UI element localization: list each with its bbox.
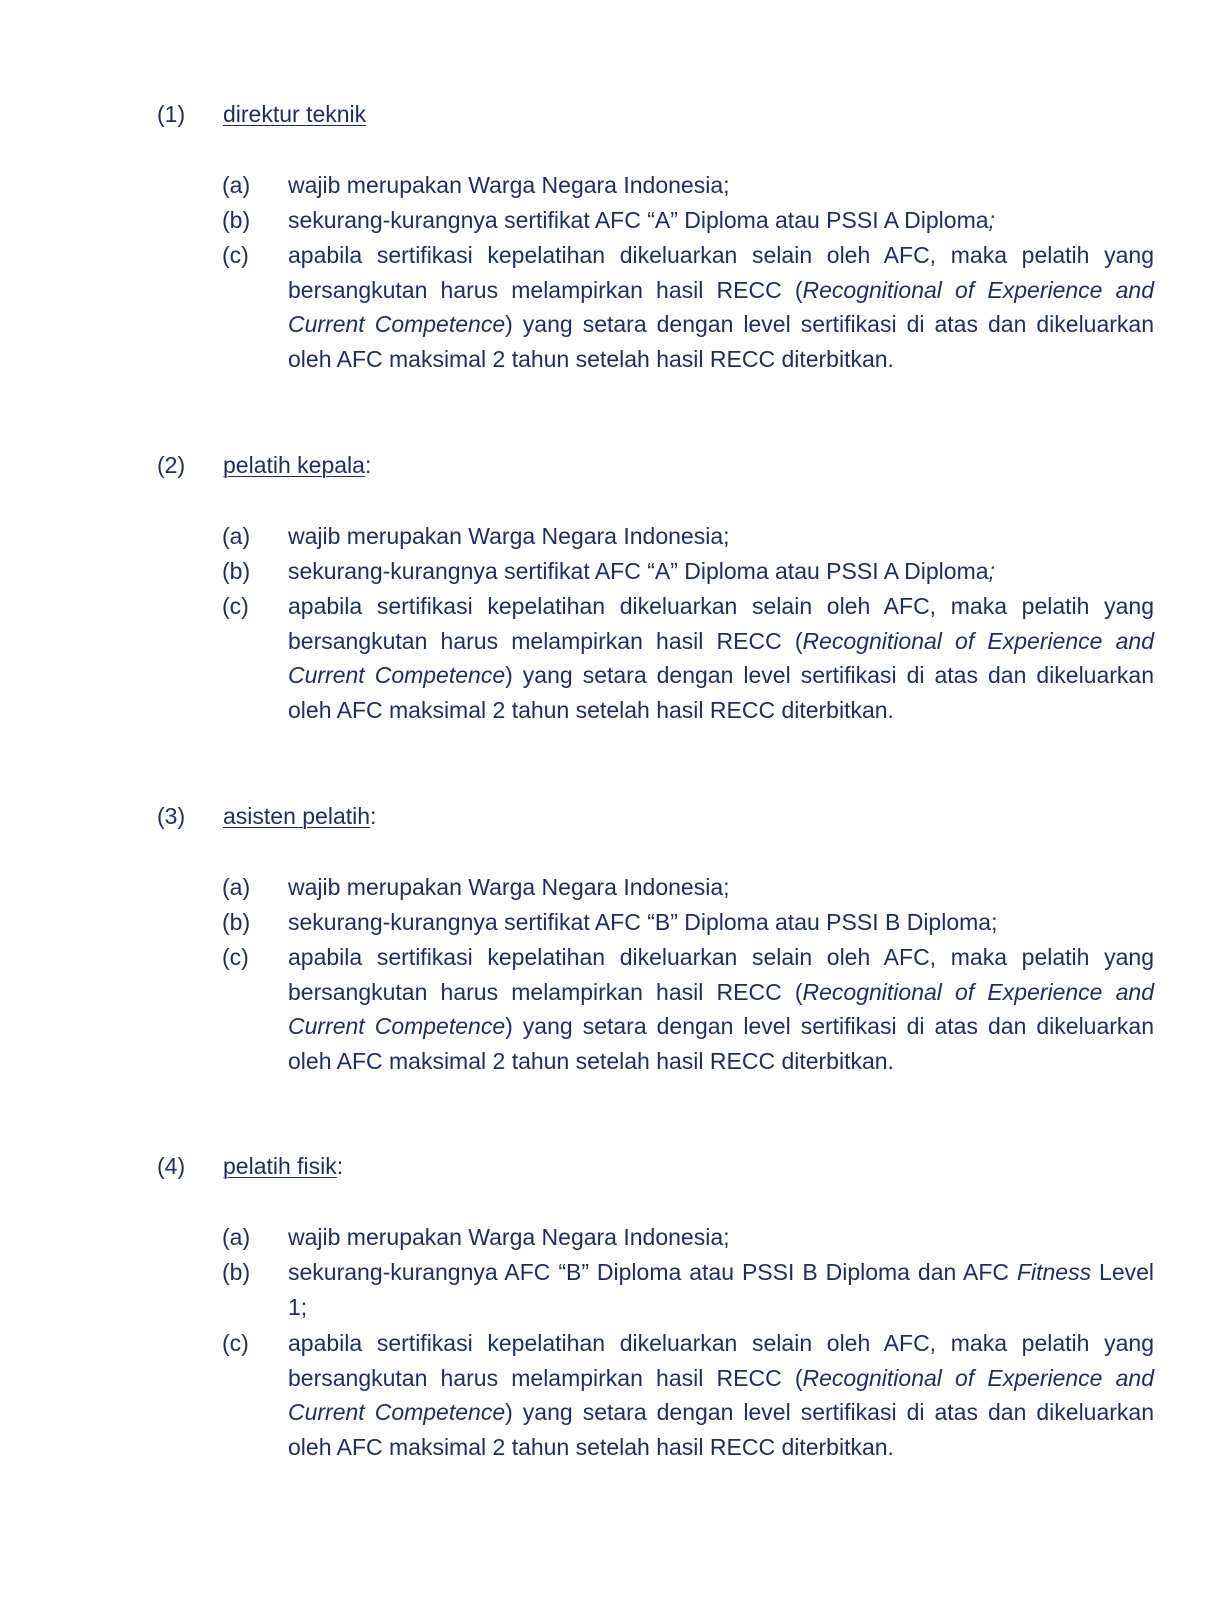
section-title bbox=[223, 449, 371, 481]
item-text-part: ) yang setara dengan level sertifikasi di atas dan dikeluarkan oleh AFC maksimal 2 tahun setelah hasil RECC diterbitkan. bbox=[288, 311, 1154, 372]
item-text-part: sekurang-kurangnya AFC “B” Diploma atau PSSI B Diploma dan AFC bbox=[288, 1259, 1017, 1285]
section-title-text: pelatih kepala bbox=[223, 452, 365, 478]
section-title bbox=[223, 800, 376, 832]
item-text-part: ) yang setara dengan level sertifikasi di atas dan dikeluarkan oleh AFC maksimal 2 tahun setelah hasil RECC diterbitkan. bbox=[288, 1399, 1154, 1460]
item-letter: (c) bbox=[222, 242, 249, 268]
item-text bbox=[288, 1326, 1154, 1464]
section-title bbox=[223, 98, 366, 130]
item-text: wajib merupakan Warga Negara Indonesia; bbox=[288, 874, 730, 900]
item-text bbox=[288, 589, 1154, 727]
section-title-text: direktur teknik bbox=[223, 101, 367, 127]
item-text bbox=[288, 238, 1154, 376]
item-text-part: apabila sertifikasi kepelatihan dikeluarkan selain oleh AFC, maka pelatih yang bersangkutan harus melampirkan hasil RECC ( bbox=[288, 593, 1154, 654]
item-letter: (b) bbox=[222, 909, 251, 935]
section-heading bbox=[0, 800, 1232, 832]
item-letter: (b) bbox=[222, 1259, 251, 1285]
section-heading bbox=[0, 1150, 1232, 1182]
item-text bbox=[288, 554, 1154, 589]
section-title-suffix: : bbox=[370, 803, 377, 829]
item-text-part: apabila sertifikasi kepelatihan dikeluarkan selain oleh AFC, maka pelatih yang bersangkutan harus melampirkan hasil RECC ( bbox=[288, 1330, 1154, 1391]
item-text bbox=[288, 1255, 1154, 1324]
item-text bbox=[288, 203, 1154, 238]
item-text-part: sekurang-kurangnya sertifikat AFC “A” Diploma atau PSSI A Diploma bbox=[288, 207, 989, 233]
item-letter: (b) bbox=[222, 207, 251, 233]
item-letter: (c) bbox=[222, 1330, 249, 1356]
item-text: sekurang-kurangnya sertifikat AFC “B” Diploma atau PSSI B Diploma; bbox=[288, 909, 998, 935]
section-title-text: pelatih fisik bbox=[223, 1153, 337, 1179]
section-heading bbox=[0, 98, 1232, 130]
section-number: (2) bbox=[157, 452, 186, 478]
item-text: wajib merupakan Warga Negara Indonesia; bbox=[288, 172, 730, 198]
item-text: wajib merupakan Warga Negara Indonesia; bbox=[288, 523, 730, 549]
item-text bbox=[288, 940, 1154, 1078]
item-text-italic: Recognitional of Experience and Current Competence bbox=[288, 978, 1154, 1039]
item-letter: (a) bbox=[222, 874, 251, 900]
item-text-part: ) yang setara dengan level sertifikasi di atas dan dikeluarkan oleh AFC maksimal 2 tahun setelah hasil RECC diterbitkan. bbox=[288, 1013, 1154, 1074]
item-text-italic: Recognitional of Experience and Current Competence bbox=[288, 276, 1154, 337]
section-number: (3) bbox=[157, 803, 186, 829]
section-title-suffix: : bbox=[336, 1153, 344, 1179]
item-letter: (a) bbox=[222, 1224, 251, 1250]
item-letter: (c) bbox=[222, 593, 249, 619]
item-text-italic: Recognitional of Experience and Current Competence bbox=[288, 1364, 1154, 1425]
section-heading bbox=[0, 449, 1232, 481]
item-letter: (a) bbox=[222, 172, 251, 198]
item-text-italic: Fitness bbox=[1016, 1259, 1092, 1285]
item-letter: (c) bbox=[222, 944, 249, 970]
item-text-italic: ; bbox=[988, 207, 995, 233]
item-text-part: sekurang-kurangnya sertifikat AFC “A” Diploma atau PSSI A Diploma bbox=[288, 558, 989, 584]
item-text-part: Level 1; bbox=[288, 1259, 1155, 1320]
section-title bbox=[223, 1150, 343, 1182]
item-text-part: apabila sertifikasi kepelatihan dikeluarkan selain oleh AFC, maka pelatih yang bersangkutan harus melampirkan hasil RECC ( bbox=[288, 944, 1154, 1005]
section-title-suffix: : bbox=[364, 452, 372, 478]
item-letter: (b) bbox=[222, 558, 251, 584]
item-text-italic: Recognitional of Experience and Current Competence bbox=[288, 627, 1154, 688]
section-title-text: asisten pelatih bbox=[223, 803, 371, 829]
item-text-part: apabila sertifikasi kepelatihan dikeluarkan selain oleh AFC, maka pelatih yang bersangkutan harus melampirkan hasil RECC ( bbox=[288, 242, 1154, 303]
item-text-part: ) yang setara dengan level sertifikasi di atas dan dikeluarkan oleh AFC maksimal 2 tahun setelah hasil RECC diterbitkan. bbox=[288, 662, 1154, 723]
item-text-italic: ; bbox=[988, 558, 995, 584]
item-text: wajib merupakan Warga Negara Indonesia; bbox=[288, 1224, 730, 1250]
item-letter: (a) bbox=[222, 523, 251, 549]
section-number: (4) bbox=[157, 1153, 186, 1179]
section-number: (1) bbox=[157, 101, 186, 127]
